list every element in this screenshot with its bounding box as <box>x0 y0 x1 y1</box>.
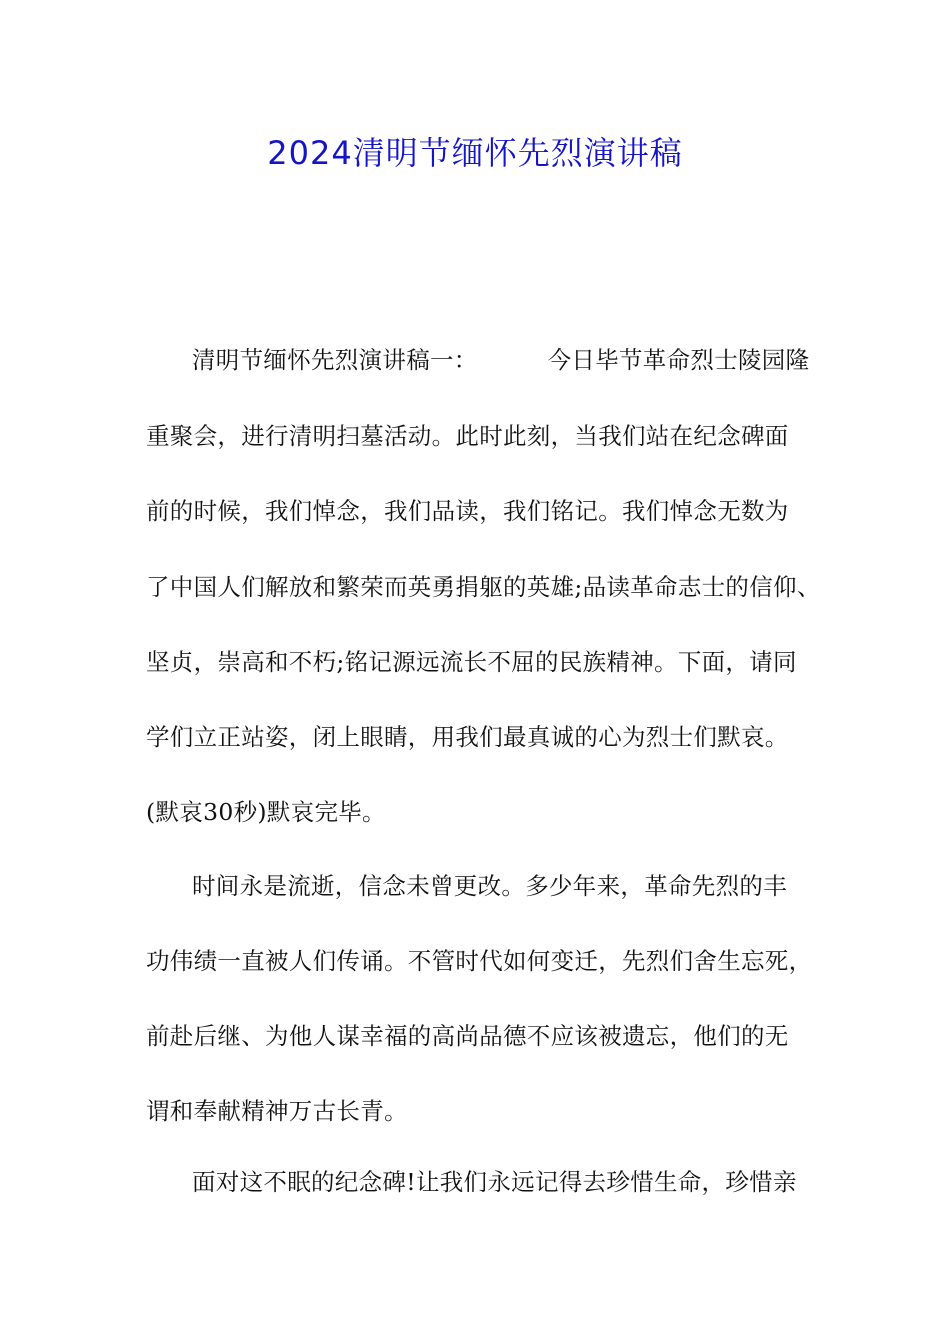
paragraph-line: 坚贞，崇高和不朽;铭记源远流长不屈的民族精神。下面，请同 <box>146 648 797 676</box>
document-title: 2024清明节缅怀先烈演讲稿 <box>267 134 683 172</box>
paragraph-line <box>192 345 809 375</box>
paragraph-line: 了中国人们解放和繁荣而英勇捐躯的英雄;品读革命志士的信仰、 <box>146 573 821 601</box>
paragraph-line: 前的时候，我们悼念，我们品读，我们铭记。我们悼念无数为 <box>146 497 789 525</box>
paragraph-line: (默哀30秒)默哀完毕。 <box>146 798 386 826</box>
paragraph-line: 学们立正站姿，闭上眼睛，用我们最真诚的心为烈士们默哀。 <box>146 723 789 751</box>
paragraph-line: 前赴后继、为他人谋幸福的高尚品德不应该被遗忘，他们的无 <box>146 1022 789 1050</box>
paragraph-line: 功伟绩一直被人们传诵。不管时代如何变迁，先烈们舍生忘死， <box>146 947 813 975</box>
paragraph-line: 重聚会，进行清明扫墓活动。此时此刻，当我们站在纪念碑面 <box>146 422 789 450</box>
speech-heading: 清明节缅怀先烈演讲稿一： <box>192 346 478 374</box>
line-text: 今日毕节革命烈士陵园隆 <box>547 346 810 374</box>
paragraph-line: 谓和奉献精神万古长青。 <box>146 1097 408 1125</box>
paragraph-line: 面对这不眠的纪念碑!让我们永远记得去珍惜生命，珍惜亲 <box>192 1168 797 1196</box>
paragraph-line: 时间永是流逝，信念未曾更改。多少年来，革命先烈的丰 <box>192 872 787 900</box>
